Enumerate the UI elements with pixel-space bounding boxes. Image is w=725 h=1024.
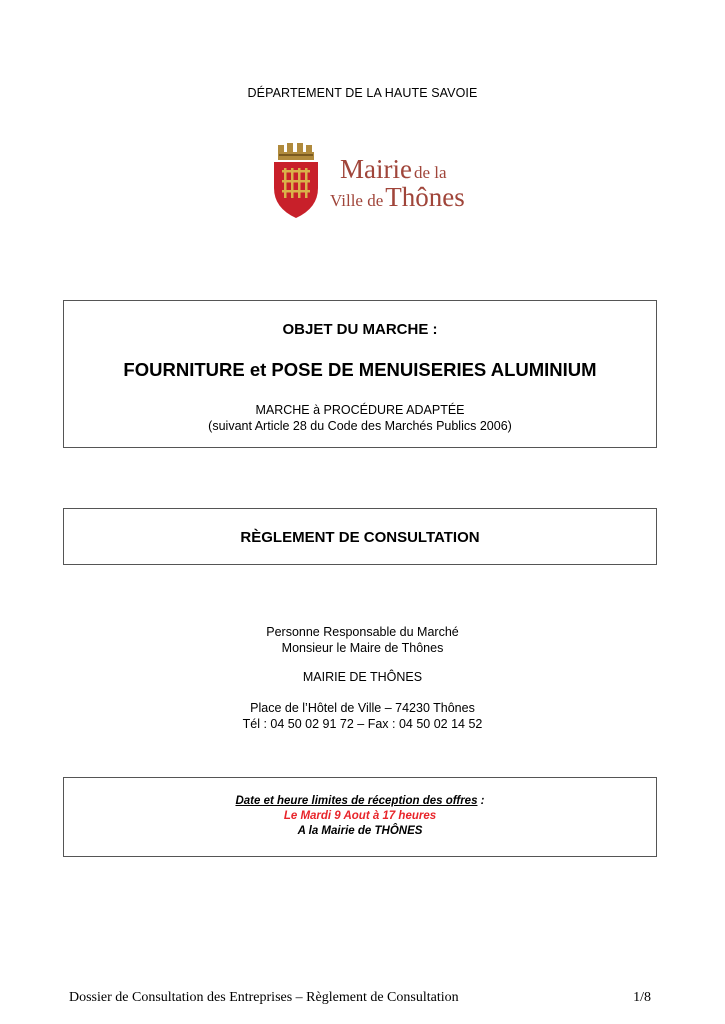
logo-text-mairie: Mairie de la bbox=[340, 154, 447, 184]
coat-of-arms-icon bbox=[274, 143, 318, 218]
responsable-line1: Personne Responsable du Marché bbox=[266, 625, 459, 639]
marche-title: FOURNITURE et POSE DE MENUISERIES ALUMINIUM bbox=[123, 359, 597, 380]
responsable-line2: Monsieur le Maire de Thônes bbox=[281, 641, 444, 655]
phone-fax: Tél : 04 50 02 91 72 – Fax : 04 50 02 14 52 bbox=[242, 717, 483, 731]
procedure-info bbox=[64, 402, 656, 434]
page-number: 1/8 bbox=[633, 990, 651, 1005]
deadline-box bbox=[63, 777, 657, 857]
deadline-date: Le Mardi 9 Aout à 17 heures bbox=[283, 810, 437, 822]
procedure-article: (suivant Article 28 du Code des Marchés Publics 2006) bbox=[208, 419, 512, 433]
deadline-colon: : bbox=[477, 795, 485, 807]
mairie-logo bbox=[268, 138, 468, 220]
procedure-type: MARCHE à PROCÉDURE ADAPTÉE bbox=[255, 403, 465, 417]
responsable-block bbox=[0, 624, 725, 656]
mairie-name: MAIRIE DE THÔNES bbox=[302, 670, 423, 684]
objet-box bbox=[63, 300, 657, 448]
deadline-label-line bbox=[64, 794, 656, 809]
logo-text-thones: Ville deThônes bbox=[330, 182, 465, 212]
deadline-label: Date et heure limites de réception des offres bbox=[235, 795, 478, 807]
address: Place de l’Hôtel de Ville – 74230 Thônes bbox=[250, 701, 475, 715]
address-block bbox=[0, 700, 725, 732]
reglement-box bbox=[63, 508, 657, 565]
deadline-info bbox=[64, 794, 656, 839]
footer-title: Dossier de Consultation des Entreprises – Règlement de Consultation bbox=[69, 990, 459, 1005]
department-header: DÉPARTEMENT DE LA HAUTE SAVOIE bbox=[247, 86, 478, 100]
deadline-place: A la Mairie de THÔNES bbox=[297, 825, 423, 837]
reglement-label: RÈGLEMENT DE CONSULTATION bbox=[240, 529, 480, 546]
objet-label: OBJET DU MARCHE : bbox=[282, 321, 438, 338]
